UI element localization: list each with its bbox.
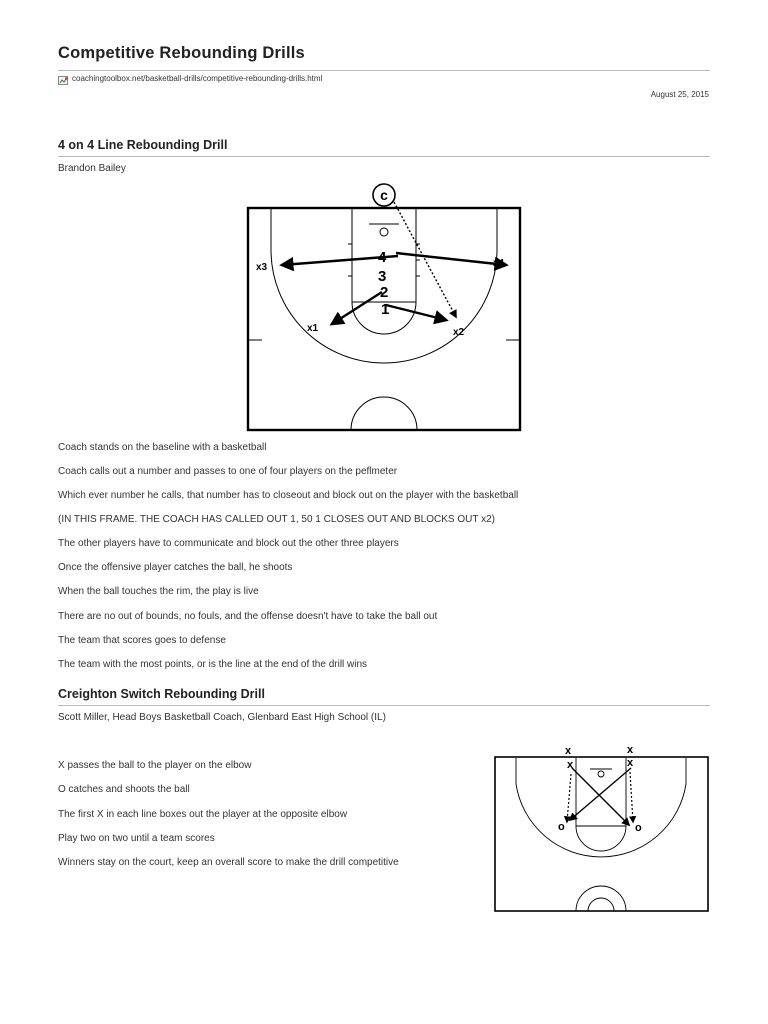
paragraph: The first X in each line boxes out the player at the opposite elbow <box>58 809 348 820</box>
section-author: Brandon Bailey <box>58 163 126 174</box>
number-1: 1 <box>381 301 390 318</box>
x-label: x <box>627 744 634 756</box>
paragraph: X passes the ball to the player on the elbow <box>58 760 252 771</box>
paragraph: Coach calls out a number and passes to one of four players on the peflmeter <box>58 466 398 477</box>
source-url[interactable]: coachingtoolbox.net/basketball-drills/competitive-rebounding-drills.html <box>72 73 323 83</box>
x-label: x <box>627 757 634 769</box>
source-link[interactable] <box>58 73 322 83</box>
o-label: o <box>635 822 642 834</box>
paragraph: (IN THIS FRAME. THE COACH HAS CALLED OUT 1, 50 1 CLOSES OUT AND BLOCKS OUT x2) <box>58 514 495 525</box>
paragraph: When the ball touches the rim, the play is live <box>58 586 259 597</box>
player-x1: x1 <box>307 323 319 334</box>
page-title: Competitive Rebounding Drills <box>58 44 305 62</box>
o-label: o <box>558 821 565 833</box>
paragraph: The team with the most points, or is the line at the end of the drill wins <box>58 659 368 670</box>
x-label: x <box>565 745 572 757</box>
title-divider <box>58 70 710 71</box>
paragraph: The other players have to communicate and block out the other three players <box>58 538 399 549</box>
paragraph: Once the offensive player catches the ball, he shoots <box>58 562 293 573</box>
player-x2: x2 <box>453 327 465 338</box>
section-divider <box>58 705 710 706</box>
x-label: x <box>567 759 574 771</box>
section-title-creighton: Creighton Switch Rebounding Drill <box>58 687 265 701</box>
publish-date: August 25, 2015 <box>650 90 709 99</box>
player-x4: x4 <box>493 258 505 269</box>
paragraph: O catches and shoots the ball <box>58 784 190 795</box>
broken-image-icon <box>58 73 70 83</box>
section-divider <box>58 156 710 157</box>
player-x3: x3 <box>256 262 268 273</box>
paragraph: Play two on two until a team scores <box>58 833 215 844</box>
court-diagram-creighton <box>488 740 718 920</box>
paragraph: Coach stands on the baseline with a basketball <box>58 442 267 453</box>
coach-label: c <box>380 187 388 203</box>
paragraph: Which ever number he calls, that number has to closeout and block out on the player with the basketball <box>58 490 519 501</box>
court-diagram-4on4 <box>238 180 538 440</box>
paragraph: Winners stay on the court, keep an overall score to make the drill competitive <box>58 857 399 868</box>
number-2: 2 <box>380 284 389 301</box>
number-3: 3 <box>378 268 387 285</box>
paragraph: There are no out of bounds, no fouls, and the offense doesn't have to take the ball out <box>58 611 438 622</box>
section-author: Scott Miller, Head Boys Basketball Coach, Glenbard East High School (IL) <box>58 712 386 723</box>
number-4: 4 <box>378 249 387 266</box>
paragraph: The team that scores goes to defense <box>58 635 226 646</box>
section-title-4on4: 4 on 4 Line Rebounding Drill <box>58 138 228 152</box>
